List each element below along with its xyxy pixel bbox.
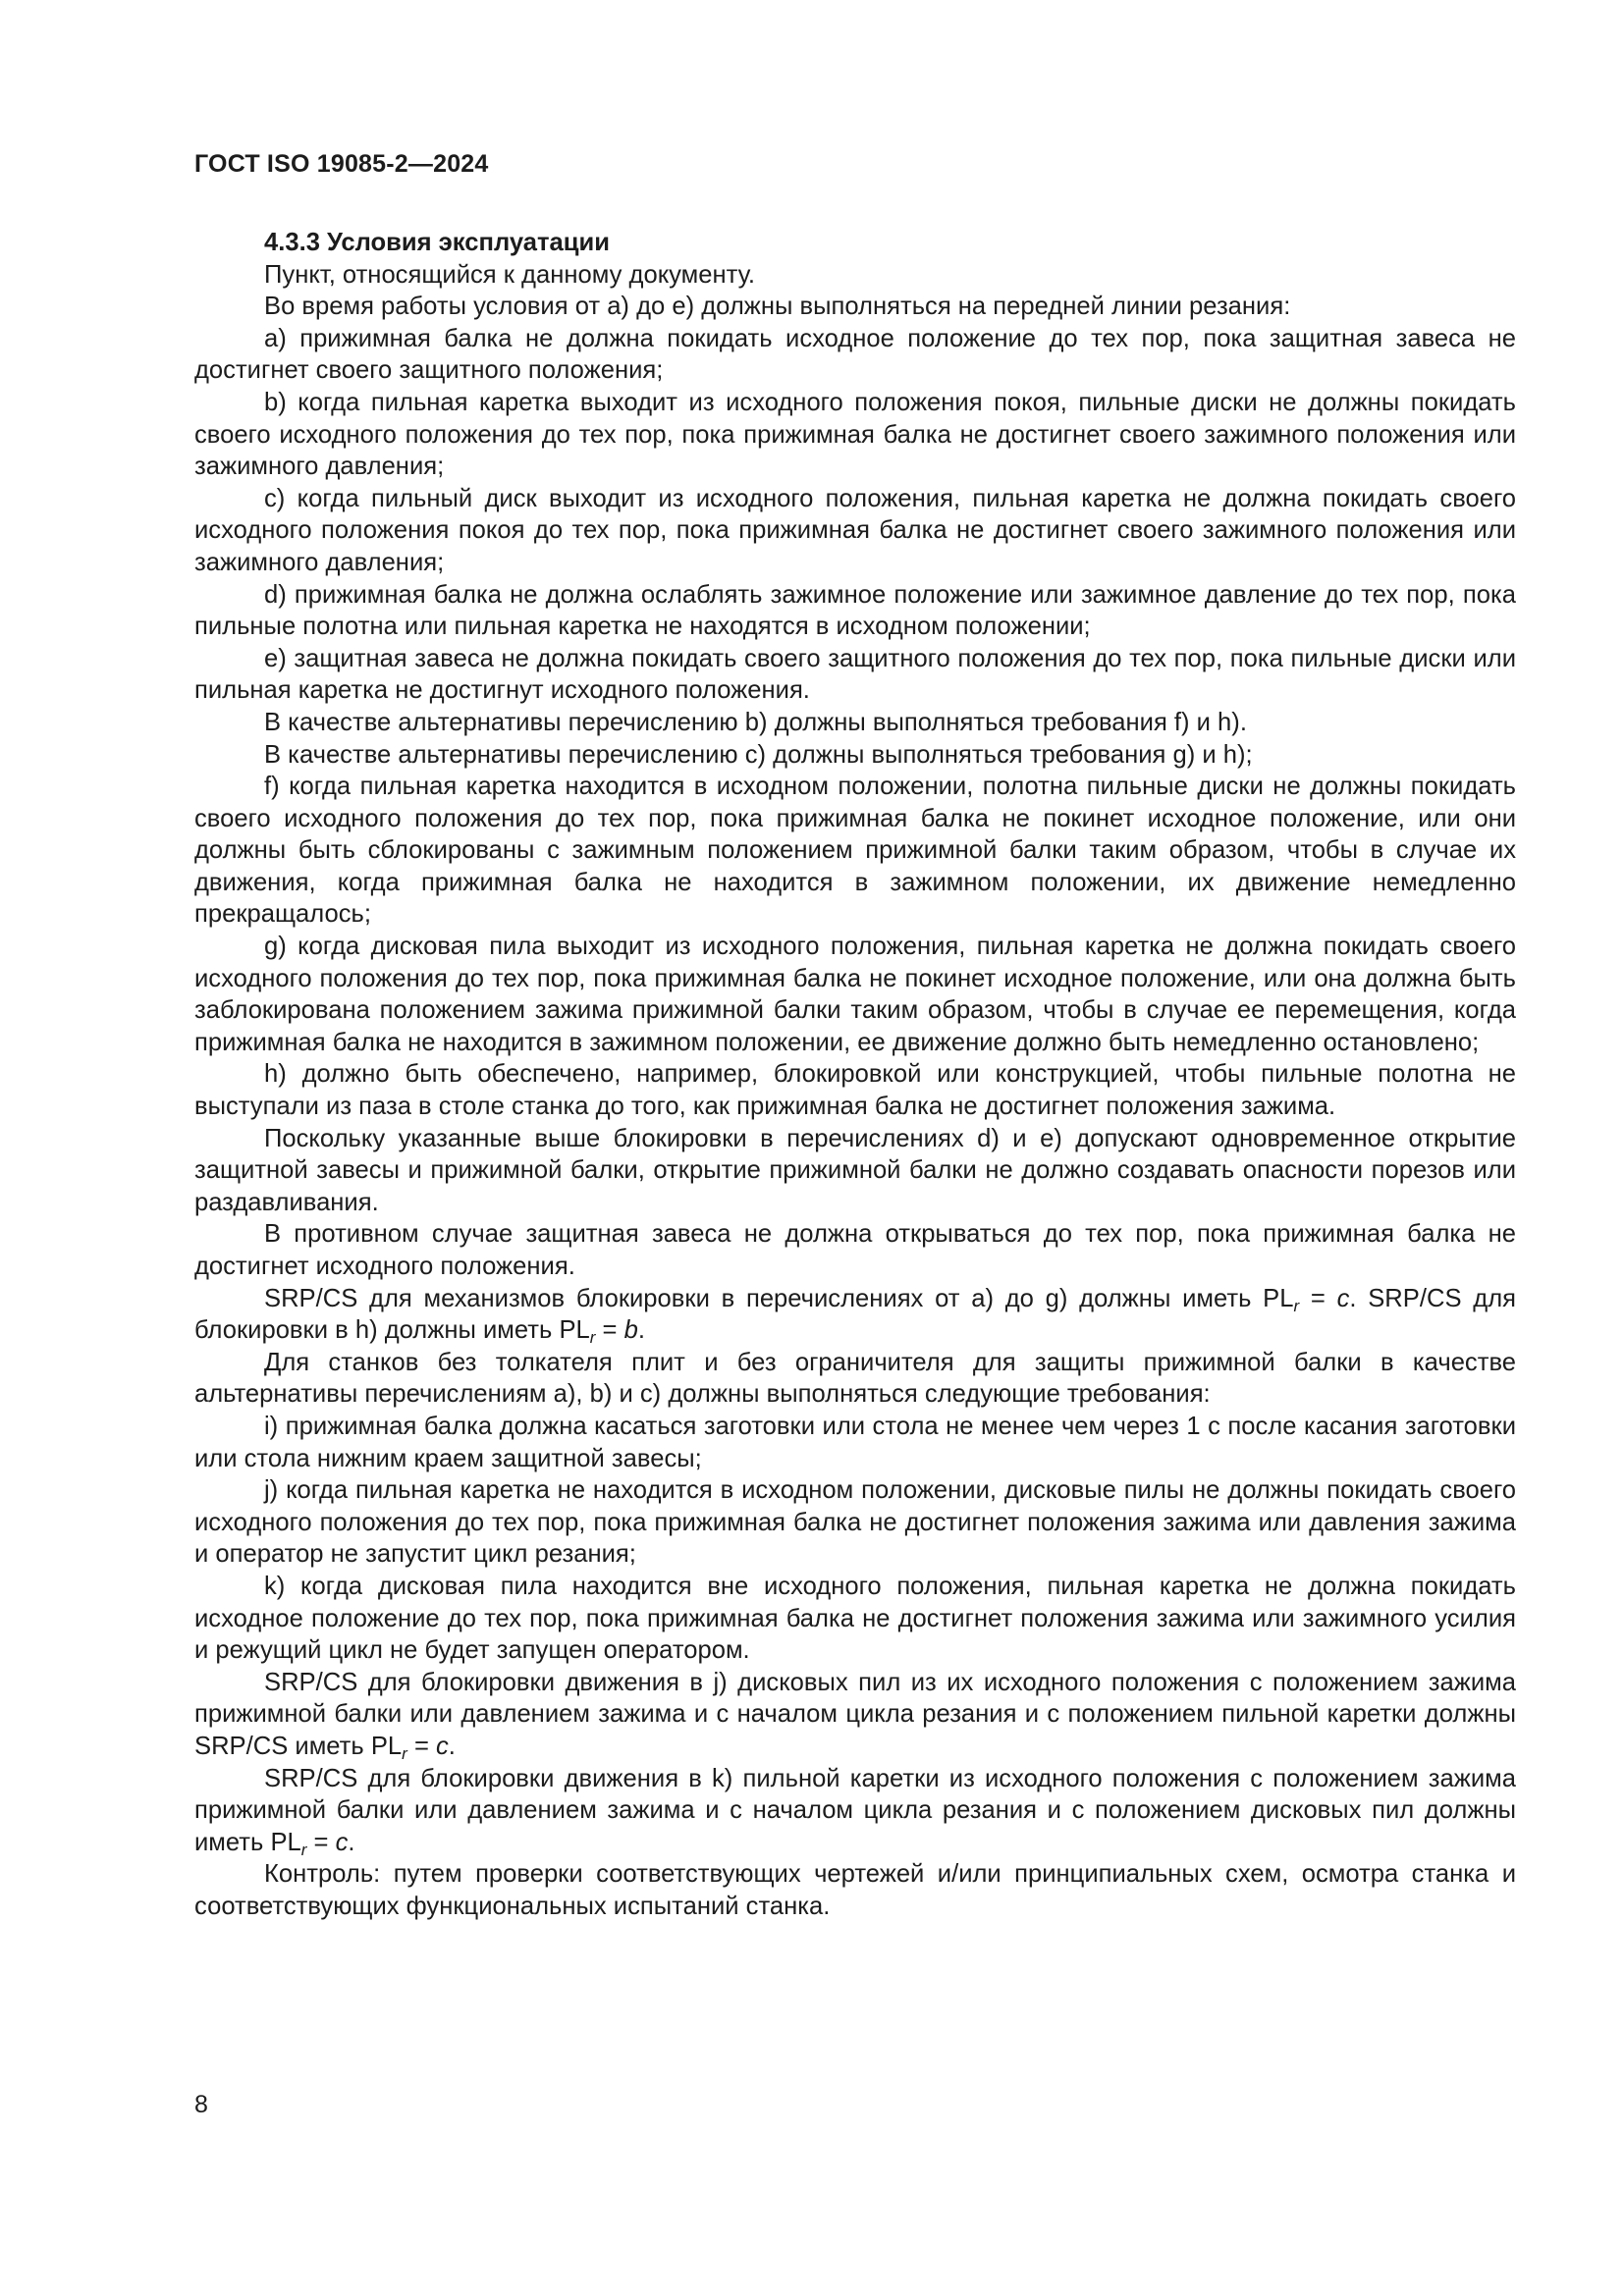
pl-value-c: c: [1336, 1284, 1350, 1312]
list-item-b: b) когда пильная каретка выходит из исходного положения покоя, пильные диски не должны покидать своего исходного положения до тех пор, пока прижимная балка не достигнет своего зажимного положения или зажимного давления;: [194, 388, 1516, 481]
paragraph-otherwise: В противном случае защитная завеса не должна открываться до тех пор, пока прижимная балка не достигнет исходного положения.: [194, 1220, 1516, 1280]
srp1-text-b: =: [1299, 1284, 1337, 1312]
srp1-text-e: =: [595, 1316, 624, 1345]
pl-subscript: r: [1293, 1296, 1300, 1315]
list-item-a: a) прижимная балка не должна покидать исходное положение до тех пор, пока защитная завеса не достигнет своего защитного положения;: [194, 324, 1516, 385]
pl-value-b: b: [623, 1316, 638, 1345]
paragraph-srp-k: [194, 1763, 1516, 1859]
section-title: 4.3.3 Условия эксплуатации: [264, 229, 610, 256]
paragraph-during-operation: Во время работы условия от a) до e) должны выполняться на передней линии резания:: [264, 293, 1291, 321]
paragraph-control: Контроль: путем проверки соответствующих чертежей и/или принципиальных схем, осмотра станка и соответствующих функциональных испытаний станка.: [194, 1860, 1516, 1920]
list-item-j: j) когда пильная каретка не находится в исходном положении, дисковые пилы не должны покидать своего исходного положения до тех пор, пока прижимная балка не достигнет положения зажима или давления зажима и оператор не запустит цикл резания;: [194, 1476, 1516, 1569]
pl-subscript: r: [300, 1840, 307, 1859]
srp3-text-d: .: [348, 1828, 355, 1856]
paragraph-srp-interlocks: [194, 1283, 1516, 1347]
srp2-text-b: =: [406, 1732, 436, 1760]
document-header: ГОСТ ISO 19085-2—2024: [194, 150, 489, 178]
list-item-i: i) прижимная балка должна касаться заготовки или стола не менее чем через 1 с после касания заготовки или стола нижним краем защитной завесы;: [194, 1412, 1516, 1472]
srp3-text-b: =: [306, 1828, 336, 1856]
pl-subscript: r: [589, 1328, 596, 1348]
srp1-text-a: SRP/CS для механизмов блокировки в перечислениях от a) до g) должны иметь PL: [264, 1284, 1294, 1312]
srp3-text-a: SRP/CS для блокировки движения в k) пильной каретки из исходного положения с положением зажима прижимной балки или давлением зажима и с началом цикла резания и с положением дисковых пил должны иметь PL: [194, 1764, 1516, 1856]
paragraph-intro: Пункт, относящийся к данному документу.: [264, 260, 756, 289]
list-item-e: e) защитная завеса не должна покидать своего защитного положения до тех пор, пока пильные диски или пильная каретка не достигнут исходного положения.: [194, 644, 1516, 705]
page-number: 8: [194, 2091, 208, 2118]
list-item-h: h) должно быть обеспечено, например, блокировкой или конструкцией, чтобы пильные полотна не выступали из паза в столе станка до того, как прижимная балка не достигнет положения зажима.: [194, 1060, 1516, 1121]
pl-value-c: c: [335, 1828, 349, 1856]
list-item-g: g) когда дисковая пила выходит из исходного положения, пильная каретка не должна покидать своего исходного положения до тех пор, пока прижимная балка не покинет исходное положение, или она должна быть заблокирована положением зажима прижимной балки таким образом, чтобы в случае ее перемещения, когда прижимная балка не находится в зажимном положении, ее движение должно быть немедленно остановлено;: [194, 933, 1516, 1056]
srp1-text-d: . SRP/CS для блокировки в h) должны иметь PL: [194, 1284, 1516, 1345]
list-item-k: k) когда дисковая пила находится вне исходного положения, пильная каретка не должна покидать исходное положение до тех пор, пока прижимная балка не достигнет положения зажима или зажимного усилия и режущий цикл не будет запущен оператором.: [194, 1572, 1516, 1665]
list-item-d: d) прижимная балка не должна ослаблять зажимное положение или зажимное давление до тех пор, пока пильные полотна или пильная каретка не находятся в исходном положении;: [194, 580, 1516, 641]
list-item-f: f) когда пильная каретка находится в исходном положении, полотна пильные диски не должны покидать своего исходного положения до тех пор, пока прижимная балка не покинет исходное положение, или они должны быть сблокированы с зажимным положением прижимной балки таким образом, чтобы в случае их движения, когда прижимная балка не находится в зажимном положении, их движение немедленно прекращалось;: [194, 773, 1516, 929]
paragraph-machines-without-pusher: Для станков без толкателя плит и без ограничителя для защиты прижимной балки в качестве альтернативы перечислениям a), b) и c) должны выполняться следующие требования:: [194, 1348, 1516, 1409]
list-item-c: c) когда пильный диск выходит из исходного положения, пильная каретка не должна покидать своего исходного положения покоя до тех пор, пока прижимная балка не достигнет своего зажимного положения или зажимного давления;: [194, 484, 1516, 576]
pl-subscript: r: [402, 1743, 407, 1763]
srp2-text-a: SRP/CS для блокировки движения в j) дисковых пил из их исходного положения с положением зажима прижимной балки или давлением зажима и с началом цикла резания и с положением пильной каретки должны SRP/CS иметь PL: [194, 1668, 1516, 1760]
srp2-text-d: .: [448, 1732, 456, 1760]
paragraph-srp-j: [194, 1667, 1516, 1763]
paragraph-alternative-b: В качестве альтернативы перечислению b) должны выполняться требования f) и h).: [264, 708, 1247, 736]
paragraph-alternative-c: В качестве альтернативы перечислению c) должны выполняться требования g) и h);: [264, 740, 1253, 769]
section-body: [194, 227, 1516, 1922]
paragraph-since: Поскольку указанные выше блокировки в перечислениях d) и e) допускают одновременное открытие защитной завесы и прижимной балки, открытие прижимной балки не должно создавать опасности порезов или раздавливания.: [194, 1124, 1516, 1216]
pl-value-c: c: [436, 1732, 449, 1760]
srp1-text-g: .: [637, 1316, 645, 1345]
